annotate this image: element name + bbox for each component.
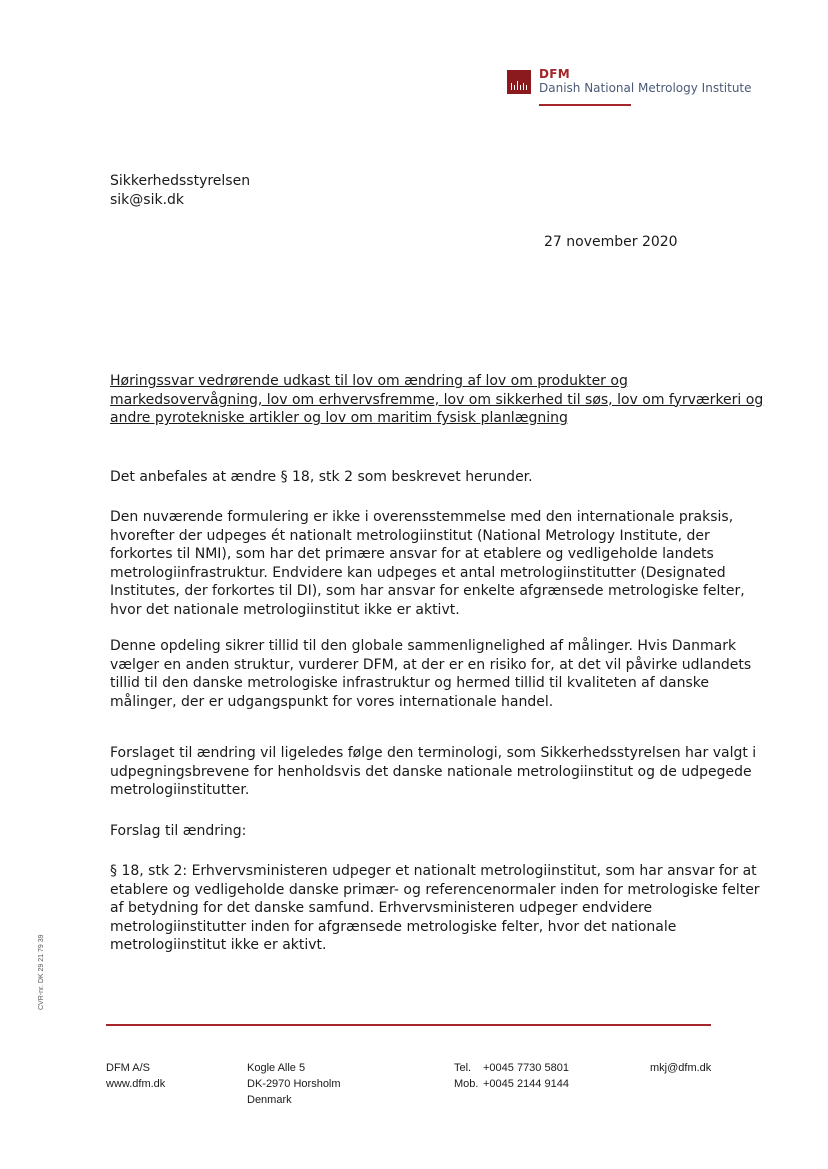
- subject-line: Høringssvar vedrørende udkast til lov om ændring af lov om produkter og: [110, 373, 628, 389]
- dfm-logo: [507, 67, 752, 110]
- tel-label: Tel.: [454, 1062, 472, 1074]
- cvr-number: CVR-nr. DK 29 21 79 39: [38, 934, 45, 1010]
- paragraph-proposal-text: [110, 862, 760, 955]
- paragraph-line: udpegningsbrevene for henholdsvis det danske nationale metrologiinstitut og de udpegede: [110, 763, 752, 780]
- footer-phone-numbers: [483, 1060, 569, 1092]
- paragraph-line: Institutes, der forkortes til DI), som har ansvar for enkelte afgrænsede metrologiske felter,: [110, 583, 745, 600]
- paragraph-line: metrologiinstitutter inden for afgrænsede metrologiske felter, hvor det nationale: [110, 918, 677, 935]
- footer-email-link[interactable]: mkj@dfm.dk: [650, 1062, 712, 1074]
- footer-address: [247, 1060, 341, 1108]
- paragraph-line: Forslag til ændring:: [110, 823, 247, 839]
- paragraph-recommendation: [110, 468, 533, 487]
- paragraph-line: forkortes til NMI), som har det primære ansvar for at etablere og vedligeholde landets: [110, 546, 714, 563]
- paragraph-current-wording: [110, 508, 745, 620]
- paragraph-line: metrologiinstitutter.: [110, 782, 250, 799]
- logo-full-name: Danish National Metrology Institute: [539, 81, 752, 95]
- letter-subject: [110, 372, 763, 428]
- address-line: DK-2970 Horsholm: [247, 1078, 341, 1090]
- paragraph-trust: [110, 637, 751, 711]
- paragraph-line: af betydning for det danske samfund. Erhvervsministeren udpeger endvidere: [110, 900, 653, 917]
- footer-phone-labels: [454, 1060, 478, 1092]
- paragraph-line: Denne opdeling sikrer tillid til den globale sammenlignelighed af målinger. Hvis Danmark: [110, 638, 737, 654]
- footer-company-name: DFM A/S: [106, 1062, 151, 1074]
- subject-line: markedsovervågning, lov om erhvervsfremme, lov om sikkerhed til søs, lov om fyrværkeri og: [110, 391, 764, 408]
- mob-label: Mob.: [454, 1078, 479, 1090]
- dfm-logo-icon: [507, 70, 531, 94]
- paragraph-terminology: [110, 744, 756, 800]
- recipient-email: sik@sik.dk: [110, 191, 185, 208]
- paragraph-line: metrologiinfrastruktur. Endvidere kan udpeges et antal metrologiinstitutter (Designated: [110, 564, 726, 581]
- mob-number: +0045 2144 9144: [483, 1078, 569, 1090]
- letter-date: 27 november 2020: [544, 234, 678, 250]
- address-line: Kogle Alle 5: [247, 1062, 306, 1074]
- footer-divider: [106, 1024, 711, 1026]
- paragraph-line: Forslaget til ændring vil ligeledes følge den terminologi, som Sikkerhedsstyrelsen har valgt i: [110, 745, 757, 761]
- paragraph-line: vælger en anden struktur, vurderer DFM, at der er en risiko for, at det vil påvirke udlandets: [110, 656, 752, 673]
- paragraph-line: metrologiinstitut ikke er aktivt.: [110, 937, 327, 954]
- footer-website-link[interactable]: www.dfm.dk: [106, 1078, 166, 1090]
- recipient-block: [110, 172, 250, 209]
- paragraph-line: Det anbefales at ændre § 18, stk 2 som beskrevet herunder.: [110, 469, 533, 485]
- paragraph-line: målinger, der er udgangspunkt for vores internationale handel.: [110, 693, 554, 710]
- address-line: Denmark: [247, 1094, 292, 1106]
- footer-company: [106, 1060, 165, 1092]
- logo-abbreviation: DFM: [539, 67, 570, 81]
- paragraph-line: tillid til den danske metrologiske infrastruktur og hermed tillid til kvaliteten af danske: [110, 675, 709, 692]
- paragraph-line: § 18, stk 2: Erhvervsministeren udpeger et nationalt metrologiinstitut, som har ansvar for at: [110, 863, 757, 879]
- paragraph-line: hvorefter der udpeges ét nationalt metrologiinstitut (National Metrology Institute, der: [110, 527, 710, 544]
- logo-underline: [539, 104, 631, 106]
- paragraph-line: hvor det nationale metrologiinstitut ikke er aktivt.: [110, 601, 460, 618]
- paragraph-line: Den nuværende formulering er ikke i overensstemmelse med den internationale praksis,: [110, 509, 734, 525]
- subject-line: andre pyrotekniske artikler og lov om maritim fysisk planlægning: [110, 410, 568, 427]
- tel-number: +0045 7730 5801: [483, 1062, 569, 1074]
- paragraph-proposal-heading: [110, 822, 246, 841]
- paragraph-line: etablere og vedligeholde danske primær- og referencenormaler inden for metrologiske felter: [110, 881, 760, 898]
- recipient-name: Sikkerhedsstyrelsen: [110, 173, 251, 189]
